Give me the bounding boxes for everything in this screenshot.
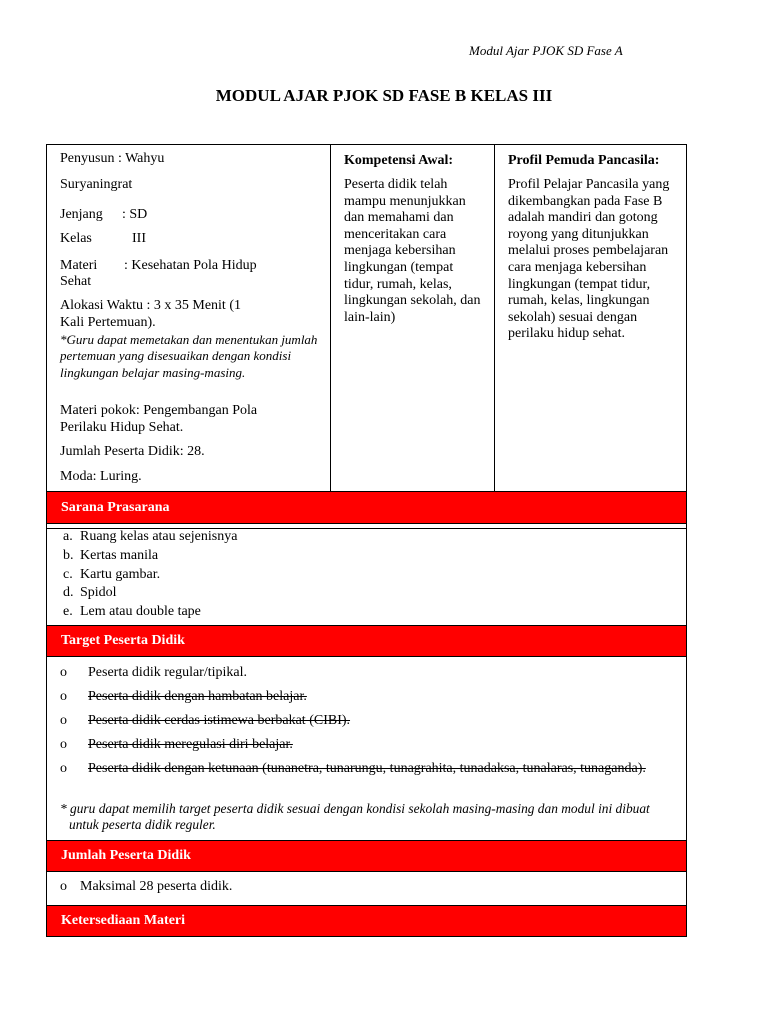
bullet-icon: o [60, 713, 67, 728]
divider [46, 656, 687, 657]
jenjang-label: Jenjang [60, 207, 103, 222]
sarana-item: Kartu gambar. [80, 567, 161, 582]
profil-text: Profil Pelajar Pancasila yang dikembangkan pada Fase B adalah mandiri dan gotong royong yang ditunjukkan melalui proses pembelajaran cara menjaga kebersihan lingkungan (tempat tidur, rumah, kelas, lingkungan sekolah) sesuai dengan perilaku hidup sehat. [508, 177, 670, 342]
sarana-item: Spidol [80, 585, 117, 600]
divider [46, 871, 687, 872]
penyusun: Penyusun : Wahyu [60, 151, 165, 166]
kelas-value: III [132, 231, 146, 246]
target-note: * guru dapat memilih target peserta didik sesuai dengan kondisi sekolah masing-masing dan modul ini dibuat untuk peserta didik reguler. [60, 801, 650, 833]
penyusun-name-cont: Suryaningrat [60, 177, 133, 192]
list-marker: e. [63, 604, 73, 619]
alokasi-waktu: Alokasi Waktu : 3 x 35 Menit (1 [60, 298, 241, 313]
sarana-heading: Sarana Prasarana [47, 492, 686, 523]
target-item: Peserta didik regular/tipikal. [88, 665, 248, 680]
target-item-struck: Peserta didik dengan ketunaan (tunanetra, tunarungu, tunagrahita, tunadaksa, tunalaras, tunaganda). [88, 761, 646, 776]
materi-value-cont: Sehat [60, 274, 92, 289]
bullet-icon: o [60, 737, 67, 752]
bullet-icon: o [60, 665, 67, 680]
ketersediaan-heading: Ketersediaan Materi [47, 906, 686, 936]
running-header: Modul Ajar PJOK SD Fase A [469, 43, 623, 58]
column-divider-2 [494, 144, 495, 491]
divider [46, 523, 687, 524]
moda: Moda: Luring. [60, 469, 142, 484]
list-marker: b. [63, 548, 74, 563]
kelas-label: Kelas [60, 231, 92, 246]
target-item-struck: Peserta didik meregulasi diri belajar. [88, 737, 293, 752]
list-marker: d. [63, 585, 74, 600]
jumlah-item: Maksimal 28 peserta didik. [80, 879, 233, 894]
materi-pokok: Materi pokok: Pengembangan Pola Perilaku Hidup Sehat. [60, 403, 258, 435]
kompetensi-heading: Kompetensi Awal: [344, 153, 454, 168]
kompetensi-text: Peserta didik telah mampu menunjukkan dan memahami dan menceritakan cara menjaga kebersihan lingkungan (tempat tidur, rumah, kelas, lingkungan sekolah, dan lain-lain) [344, 177, 481, 325]
materi-value: : Kesehatan Pola Hidup [124, 258, 257, 273]
jumlah-heading: Jumlah Peserta Didik [47, 841, 686, 871]
target-heading: Target Peserta Didik [47, 626, 686, 656]
alokasi-waktu-cont: Kali Pertemuan). [60, 315, 156, 330]
document-title: MODUL AJAR PJOK SD FASE B KELAS III [215, 86, 553, 105]
alokasi-note: *Guru dapat memetakan dan menentukan jumlah pertemuan yang disesuaikan dengan kondisi lingkungan belajar masing-masing. [60, 332, 318, 380]
target-item-struck: Peserta didik dengan hambatan belajar. [88, 689, 307, 704]
profil-heading: Profil Pemuda Pancasila: [508, 153, 660, 168]
jumlah-peserta: Jumlah Peserta Didik: 28. [60, 444, 205, 459]
materi-label: Materi [60, 258, 98, 273]
target-item-struck: Peserta didik cerdas istimewa berbakat (CIBI). [88, 713, 351, 728]
sarana-item: Kertas manila [80, 548, 159, 563]
bullet-icon: o [60, 689, 67, 704]
list-marker: c. [63, 567, 73, 582]
column-divider-1 [330, 144, 331, 491]
bullet-icon: o [60, 761, 67, 776]
sarana-item: Ruang kelas atau sejenisnya [80, 529, 238, 544]
list-marker: a. [63, 529, 73, 544]
jenjang-value: : SD [122, 207, 148, 222]
bullet-icon: o [60, 879, 67, 894]
sarana-item: Lem atau double tape [80, 604, 201, 619]
